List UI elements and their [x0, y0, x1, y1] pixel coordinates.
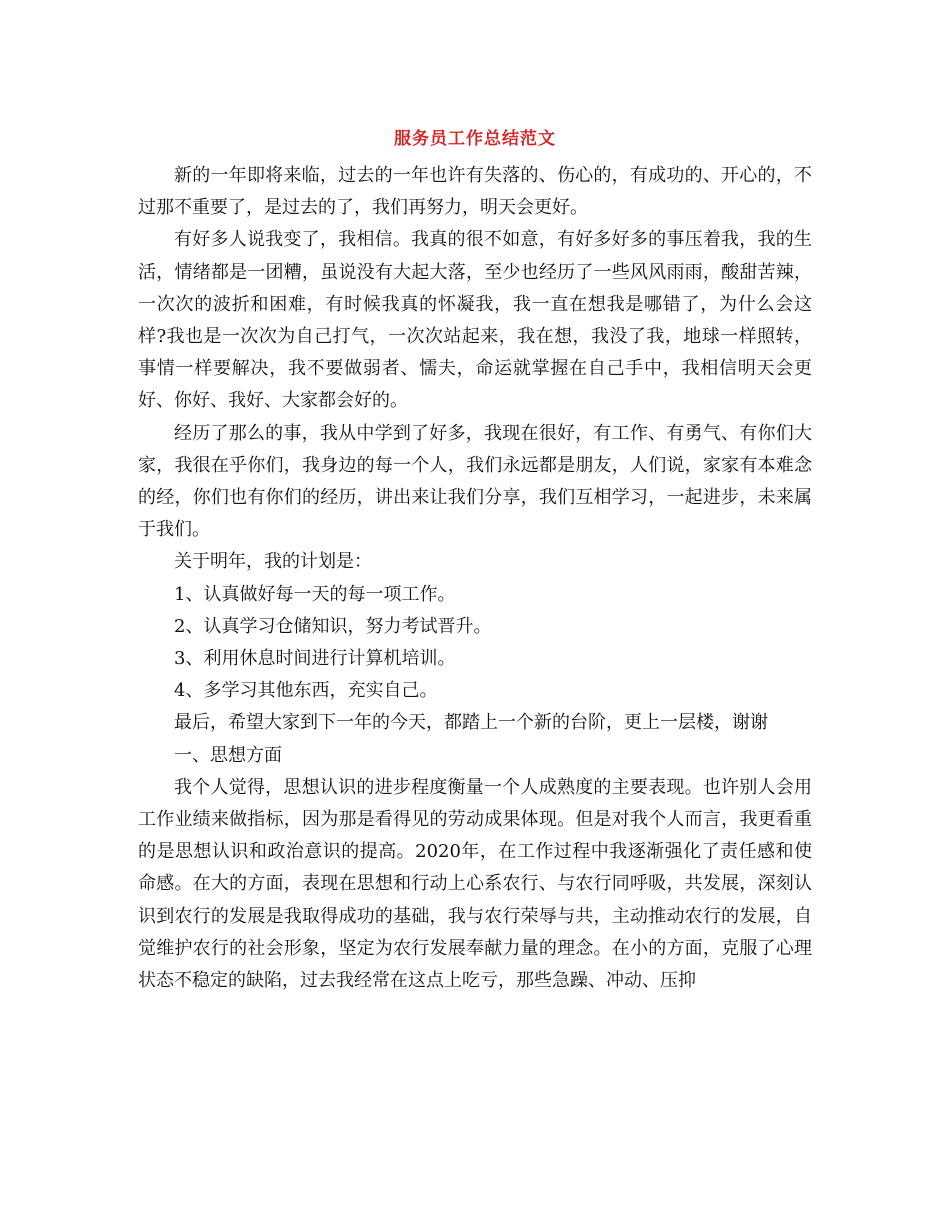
plan-item-4: 4、多学习其他东西，充实自己。 — [174, 680, 438, 702]
document-title: 服务员工作总结范文 — [394, 129, 556, 149]
paragraph-changes: 有好多人说我变了，我相信。我真的很不如意，有好多好多的事压着我，我的生活，情绪都是一团糟，虽说没有大起大落，至少也经历了一些风风雨雨，酸甜苦辣，一次次的波折和困难，有时候我真的怀凝我，我一直在想我是哪错了，为什么会这样?我也是一次次为自己打气，一次次站起来，我在想，我没了我，地球一样照转，事情一样要解决，我不要做弱者、懦夫，命运就掌握在自己手中，我相信明天会更好、你好、我好、大家都会好的。 — [138, 229, 812, 412]
plan-item-3: 3、利用休息时间进行计算机培训。 — [174, 648, 456, 670]
paragraph-new-year: 新的一年即将来临，过去的一年也许有失落的、伤心的，有成功的、开心的，不过那不重要了，是过去的了，我们再努力，明天会更好。 — [138, 165, 812, 219]
paragraph-thought: 我个人觉得，思想认识的进步程度衡量一个人成熟度的主要表现。也许别人会用工作业绩来做指标，因为那是看得见的劳动成果体现。但是对我个人而言，我更看重的是思想认识和政治意识的提高。2020年，在工作过程中我逐渐强化了责任感和使命感。在大的方面，表现在思想和行动上心系农行、与农行同呼吸，共发展，深刻认识到农行的发展是我取得成功的基础，我与农行荣辱与共，主动推动农行的发展，自觉维护农行的社会形象，坚定为农行发展奉献力量的理念。在小的方面，克服了心理状态不稳定的缺陷，过去我经常在这点上吃亏，那些急躁、冲动、压抑 — [138, 776, 812, 992]
paragraph-experience: 经历了那么的事，我从中学到了好多，我现在很好，有工作、有勇气、有你们大家，我很在乎你们，我身边的每一个人，我们永远都是朋友，人们说，家家有本难念的经，你们也有你们的经历，讲出来让我们分享，我们互相学习，一起进步，未来属于我们。 — [138, 422, 812, 541]
document-body — [138, 160, 812, 997]
paragraph-closing: 最后，希望大家到下一年的今天，都踏上一个新的台阶，更上一层楼，谢谢 — [174, 712, 768, 734]
section-heading-thought: 一、思想方面 — [174, 744, 282, 766]
paragraph-plan-intro: 关于明年，我的计划是： — [174, 551, 372, 573]
plan-item-1: 1、认真做好每一天的每一项工作。 — [174, 583, 456, 605]
plan-item-2: 2、认真学习仓储知识，努力考试晋升。 — [174, 615, 492, 637]
